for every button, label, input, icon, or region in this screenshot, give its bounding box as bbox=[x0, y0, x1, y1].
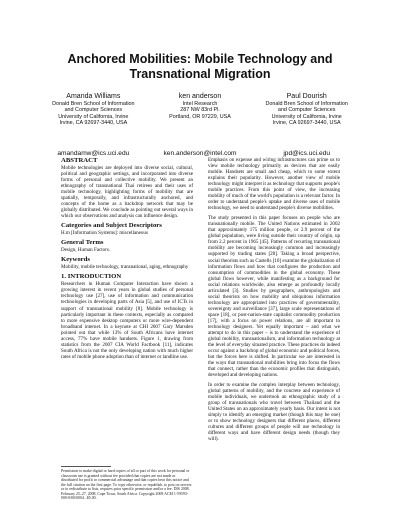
body-paragraph: Emphasis on expense and wiring infrastructures can prime us to view mobile technology primarily as devices that are easily mobile. Handsets are small and cheap, which to some extent explains their popularity. However, another view of mobile technology might interpret it as technology that supports people's mobile practices. From this point of view, the increasing mobility of much of the world's population is a relevant factor. In order to understand people's uptake and diverse uses of mobile technology, we need to understand people's diverse mobilities. bbox=[208, 157, 340, 212]
author-3 bbox=[253, 93, 360, 139]
permission-notice: Permission to make digital or hard copies of all or part of this work for personal or classroom use is granted without fee provided that copies are not made or distributed for profit or commercial advantage and that copies bear this notice and the full citation on the first page. To copy otherwise, or republish, to post on servers or to redistribute to lists, requires prior specific permission and/or a fee. DIS 2008, February 25–27, 2008, Cape Town, South Africa. Copyright 2008 ACM 1-59593-000-0/00/0004...$5.00. bbox=[61, 469, 192, 500]
author-affiliation: Donald Bren School of Information bbox=[52, 101, 135, 107]
author-affiliation: 287 NW 83rd Pl. bbox=[180, 107, 220, 114]
author-email[interactable]: jpd@ics.uci.edu bbox=[283, 150, 330, 157]
body-paragraph: In order to examine the complex interplay between technology, global patterns of mobility, and the concrete and experience of mobile individuals, we undertook an ethnographic study of a group of transnationals who travel between Thailand and the United States on an approximately yearly basis. Our intent is not simply to identify an emerging market (though this may be one) or to show technology designers that different places, different cultures and different groups of people will use technology in different ways and have different design needs (though they will). bbox=[208, 382, 340, 443]
author-name: Amanda Williams bbox=[66, 93, 121, 100]
author-affiliation: University of California, Irvine bbox=[58, 113, 129, 120]
author-affiliation: Intel Research bbox=[182, 101, 218, 107]
body-paragraph: The study presented in this paper focuses on people who are transnationally mobile. The United Nations estimated in 2002 that approximately 175 million people, or 2.9 percent of the global population, were living outside their country of origin, up from 2.2 percent in 1965 [45]. Patterns of recurring transnational mobility are becoming increasingly common and increasingly supported by trading states [28]. Taking a broad perspective, social theorists such as Castells [10] examine the globalization of information flows and how that configures the production and consumption of commodities in the global economy. These global flows however, while manifesting as a background for social relations worldwide, also emerge as profoundly locally articulated [3]. Studies by geographers, anthropologists and social theorists on how mobility and ubiquitous information technology are appropriated into practices of governmentality, sovereignty and surveillance [37], large scale representations of space [18], or post-nation-state capitalist commodity production [17], with a focus on power relations, are all important to technology designers. Yet equally important – and what we attempt to do in this paper – is to understand the experience of global mobility, transnationalism, and information technology at the level of everyday situated practice. These practices do indeed occur against a backdrop of global economic and political forces, but the forces here is shifted. In particular we are interested in the ways that transnational mobilities bring into focus the flows that connect, rather than the economic profiles that distinguish, developed and developing nations. bbox=[208, 215, 340, 379]
left-column bbox=[61, 157, 193, 360]
author-block bbox=[40, 93, 360, 139]
author-name: ken anderson bbox=[178, 93, 222, 100]
terms-text: Design, Human Factors. bbox=[61, 247, 111, 254]
right-column bbox=[208, 157, 340, 442]
paper-title-line-1: Anchored Mobilities: Mobile Technology and bbox=[67, 52, 333, 66]
abstract-text: Mobile technologies are deployed into diverse social, cultural, political and geographic settings, and incorporated into diverse forms of personal and collective mobility. We present an ethnography of transnational Thai retirees and their uses of mobile technology, highlighting forms of mobility that are spatially, temporally, and infrastructurally anchored, and concepts of the home as a backdrop network that may be globally distributed. We conclude as pointing out several ways in which our observations and analysis can influence design. bbox=[61, 165, 193, 220]
introduction-text: Researchers in Human Computer Interaction have shown a growing interest in recent years in global studies of personal technology use [27], use of information and communication technologies in developing parts of Asia [5], and use of ICTs in support of transnational mobility [8]. Mobile technology is particularly important in these contexts, especially as compared to more expensive desktop computers or more wire-dependent broadband internet. In a keynote at CHI 2007 Gary Marsden pointed out that while 13% of South Africans have internet access, 77% have mobile handsets. Figure 1, drawing from statistics from the 2007 CIA World Factbook [11], indicates South Africa is not the only developing nation with much higher rates of mobile phone adoption than of internet or landline use. bbox=[61, 281, 193, 360]
author-affiliation: Portland, OR 97229, USA bbox=[169, 113, 231, 120]
terms-heading: General Terms bbox=[61, 239, 104, 247]
keywords-heading: Keywords bbox=[61, 256, 90, 264]
categories-heading: Categories and Subject Descriptors bbox=[61, 222, 162, 230]
author-1 bbox=[40, 93, 147, 139]
author-affiliation: and Computer Sciences bbox=[64, 107, 123, 114]
author-affiliation: Irvine, CA 92697-3440, USA bbox=[272, 120, 341, 127]
author-name: Paul Dourish bbox=[286, 93, 327, 100]
author-affiliation: Irvine, CA 92697-3440, USA bbox=[59, 120, 128, 127]
author-email[interactable]: amandamw@ics.uci.edu bbox=[57, 150, 130, 157]
author-affiliation: and Computer Sciences bbox=[277, 107, 336, 114]
keywords-text: Mobility, mobile technology, transnational, aging, ethnography bbox=[61, 264, 189, 271]
author-affiliation: University of California, Irvine bbox=[271, 113, 342, 120]
footnote-divider bbox=[61, 466, 111, 467]
author-2 bbox=[147, 93, 254, 139]
introduction-heading: 1. INTRODUCTION bbox=[61, 273, 122, 281]
author-affiliation: Donald Bren School of Information bbox=[265, 101, 348, 107]
author-email[interactable]: ken.anderson@intel.com bbox=[163, 150, 237, 157]
categories-text: H.m [Information Systems]: miscellaneous bbox=[61, 230, 148, 237]
paper-title-line-2: Transnational Migration bbox=[129, 67, 271, 81]
abstract-heading: ABSTRACT bbox=[61, 157, 98, 164]
